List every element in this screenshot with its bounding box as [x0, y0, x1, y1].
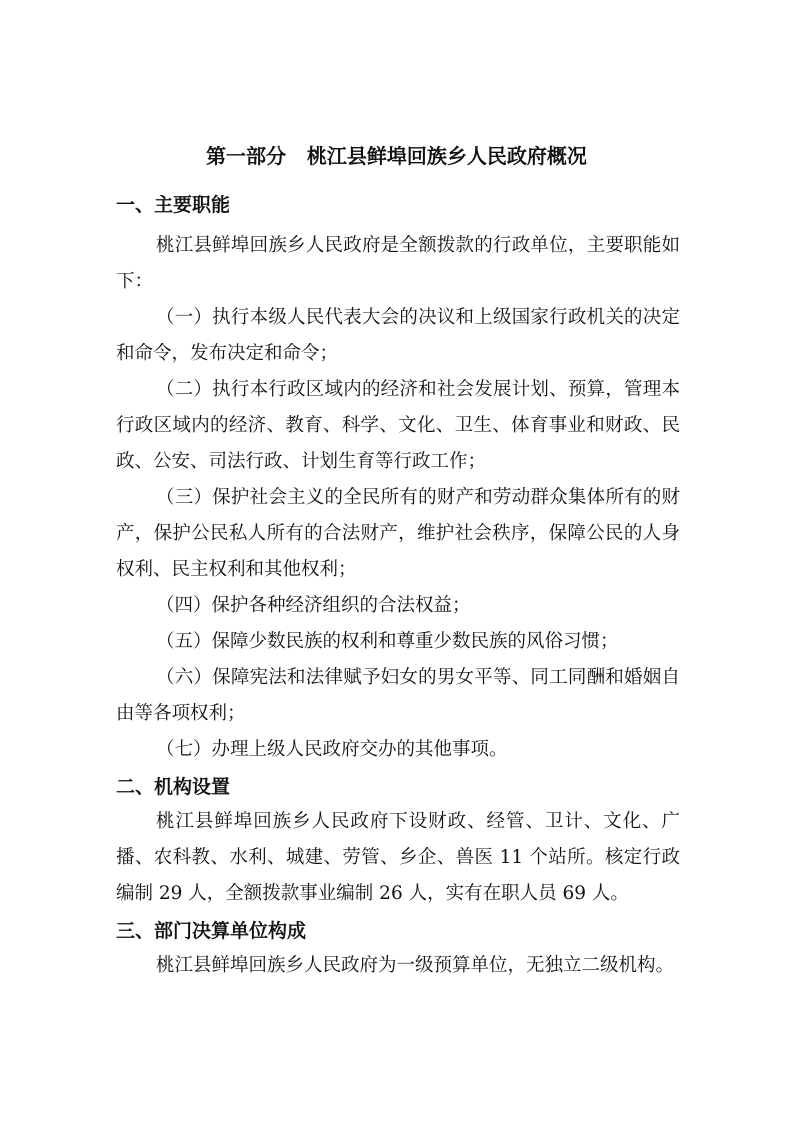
paragraph: 桃江县鲜埠回族乡人民政府为一级预算单位，无独立二级机构。	[156, 955, 675, 976]
paragraph: 桃江县鲜埠回族乡人民政府下设财政、经管、卫计、文化、广播、农科教、水利、城建、劳管、乡企、兽医 11 个站所。核定行政编制 29 人，全额拨款事业编制 26 人，实有在职人员 69 人。	[116, 811, 680, 904]
paragraph: （六）保障宪法和法律赋予妇女的男女平等、同工同酬和婚姻自由等各项权利；	[116, 667, 680, 724]
paragraph: （二）执行本行政区域内的经济和社会发展计划、预算，管理本行政区域内的经济、教育、科学、文化、卫生、体育事业和财政、民政、公安、司法行政、计划生育等行政工作；	[116, 379, 680, 472]
paragraph: （四）保护各种经济组织的合法权益；	[156, 595, 471, 616]
paragraph: （一）执行本级人民代表大会的决议和上级国家行政机关的决定和命令，发布决定和命令；	[116, 307, 680, 364]
section-heading-functions: 一、主要职能	[116, 194, 231, 216]
paragraph: （三）保护社会主义的全民所有的财产和劳动群众集体所有的财产，保护公民私人所有的合法财产，维护社会秩序，保障公民的人身权利、民主权利和其他权利；	[116, 487, 680, 580]
paragraph: （五）保障少数民族的权利和尊重少数民族的风俗习惯；	[156, 631, 619, 652]
section-heading-organization: 二、机构设置	[116, 776, 231, 798]
paragraph: 桃江县鲜埠回族乡人民政府是全额拨款的行政单位，主要职能如下：	[116, 235, 680, 292]
paragraph: （七）办理上级人民政府交办的其他事项。	[156, 739, 508, 760]
section-heading-units: 三、部门决算单位构成	[116, 920, 307, 942]
page-title: 第一部分 桃江县鲜埠回族乡人民政府概况	[206, 144, 587, 168]
